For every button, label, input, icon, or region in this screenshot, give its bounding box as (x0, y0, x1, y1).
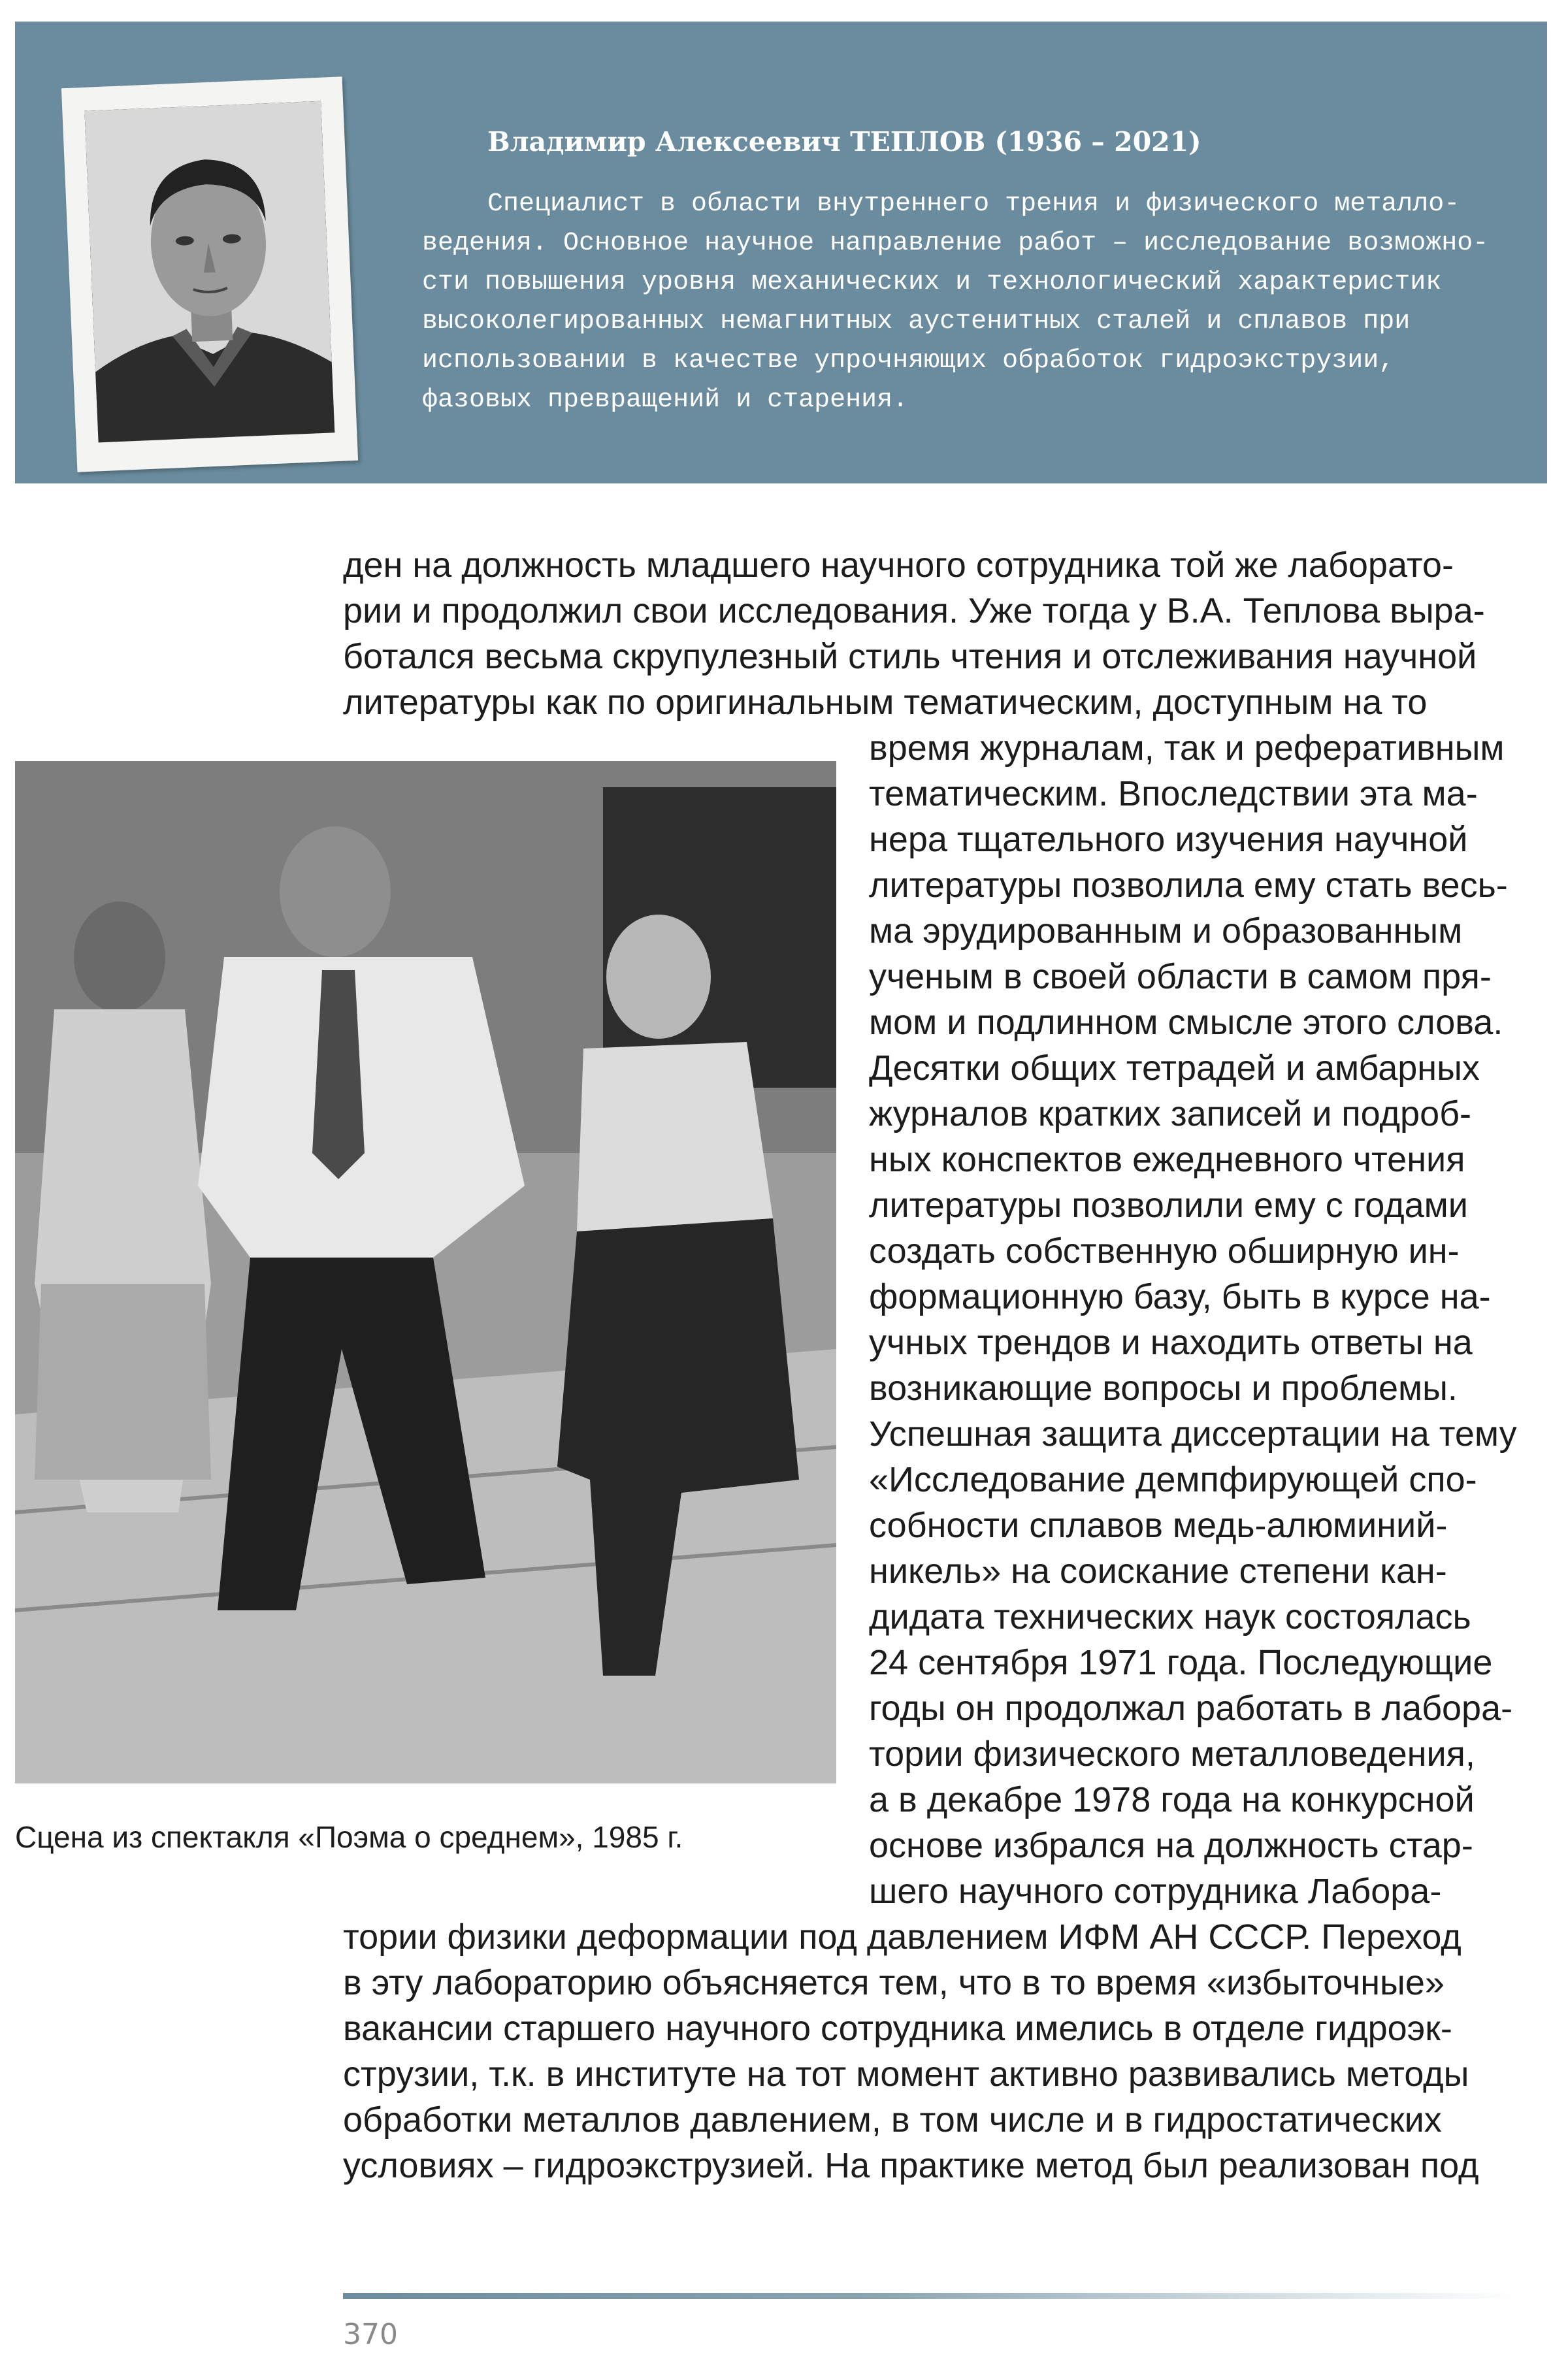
bio-description (422, 185, 1520, 420)
theater-scene-illustration (15, 761, 836, 1783)
body-line: собности сплавов медь-алюминий- (869, 1506, 1448, 1545)
body-line: формационную базу, быть в курсе на- (869, 1277, 1491, 1316)
body-line: струзии, т.к. в институте на тот момент активно развивались методы (343, 2055, 1469, 2094)
body-line: литературы позволила ему стать весь- (869, 866, 1508, 905)
body-line: тории физического металловедения, (869, 1734, 1475, 1774)
body-line: ботался весьма скрупулезный стиль чтения и отслеживания научной (343, 637, 1477, 676)
body-line: нера тщательного изучения научной (869, 820, 1468, 859)
photo-caption: Сцена из спектакля «Поэма о среднем», 1985 г. (15, 1820, 683, 1854)
bio-line: фазовых превращений и старения. (422, 385, 909, 415)
biography-box (15, 22, 1547, 483)
body-line: никель» на соискание степени кан- (869, 1552, 1447, 1591)
body-line: дидата технических наук состоялась (869, 1597, 1471, 1636)
body-line: учных трендов и находить ответы на (869, 1323, 1473, 1362)
body-line: Успешная защита диссертации на тему (869, 1414, 1517, 1454)
bio-line: ведения. Основное научное направление работ – исследование возможно- (422, 229, 1489, 258)
body-line: создать собственную обширную ин- (869, 1231, 1460, 1271)
body-line: Десятки общих тетрадей и амбарных (869, 1049, 1480, 1088)
body-line: годы он продолжал работать в лабора- (869, 1689, 1513, 1728)
bio-name: Владимир Алексеевич ТЕПЛОВ (1936 – 2021) (487, 126, 1201, 157)
body-line: ден на должность младшего научного сотрудника той же лаборато- (343, 545, 1454, 585)
body-line: ма эрудированным и образованным (869, 911, 1463, 951)
page-number: 370 (343, 2318, 398, 2351)
body-line: ных конспектов ежедневного чтения (869, 1140, 1465, 1179)
bio-line: использовании в качестве упрочняющих обработок гидроэкструзии, (422, 346, 1395, 376)
body-line: обработки металлов давлением, в том числе и в гидростатических (343, 2100, 1442, 2139)
body-line: основе избрался на должность стар- (869, 1826, 1473, 1865)
body-line: возникающие вопросы и проблемы. (869, 1369, 1458, 1408)
body-line: тематическим. Впоследствии эта ма- (869, 774, 1478, 813)
body-line: вакансии старшего научного сотрудника имелись в отделе гидроэк- (343, 2009, 1452, 2048)
body-line: литературы позволили ему с годами (869, 1186, 1468, 1225)
body-line: в эту лабораторию объясняется тем, что в то время «избыточные» (343, 1963, 1445, 2002)
body-line: 24 сентября 1971 года. Последующие (869, 1643, 1493, 1682)
footer-rule (343, 2293, 1519, 2299)
body-line: ученым в своей области в самом пря- (869, 957, 1492, 996)
body-line: рии и продолжил свои исследования. Уже тогда у В.А. Теплова выра- (343, 591, 1485, 630)
body-line: шего научного сотрудника Лабора- (869, 1872, 1442, 1911)
body-line: журналов кратких записей и подроб- (869, 1094, 1472, 1133)
portrait-photo (84, 101, 335, 443)
bio-line: Специалист в области внутреннего трения и физического металло- (487, 189, 1460, 219)
portrait-illustration (84, 101, 335, 443)
theater-scene-photo (15, 761, 836, 1783)
body-line: время журналам, так и реферативным (869, 728, 1505, 768)
body-line: а в декабре 1978 года на конкурсной (869, 1780, 1475, 1819)
body-line: «Исследование демпфирующей спо- (869, 1460, 1477, 1499)
body-line: тории физики деформации под давлением ИФМ АН СССР. Переход (343, 1917, 1462, 1957)
body-line: литературы как по оригинальным тематическим, доступным на то (343, 683, 1428, 722)
bio-line: сти повышения уровня механических и технологический характеристик (422, 268, 1442, 297)
bio-line: высоколегированных немагнитных аустенитных сталей и сплавов при (422, 307, 1411, 336)
portrait-frame (61, 76, 358, 472)
body-line: условиях – гидроэкструзией. На практике метод был реализован под (343, 2146, 1479, 2185)
body-line: мом и подлинном смысле этого слова. (869, 1003, 1503, 1042)
